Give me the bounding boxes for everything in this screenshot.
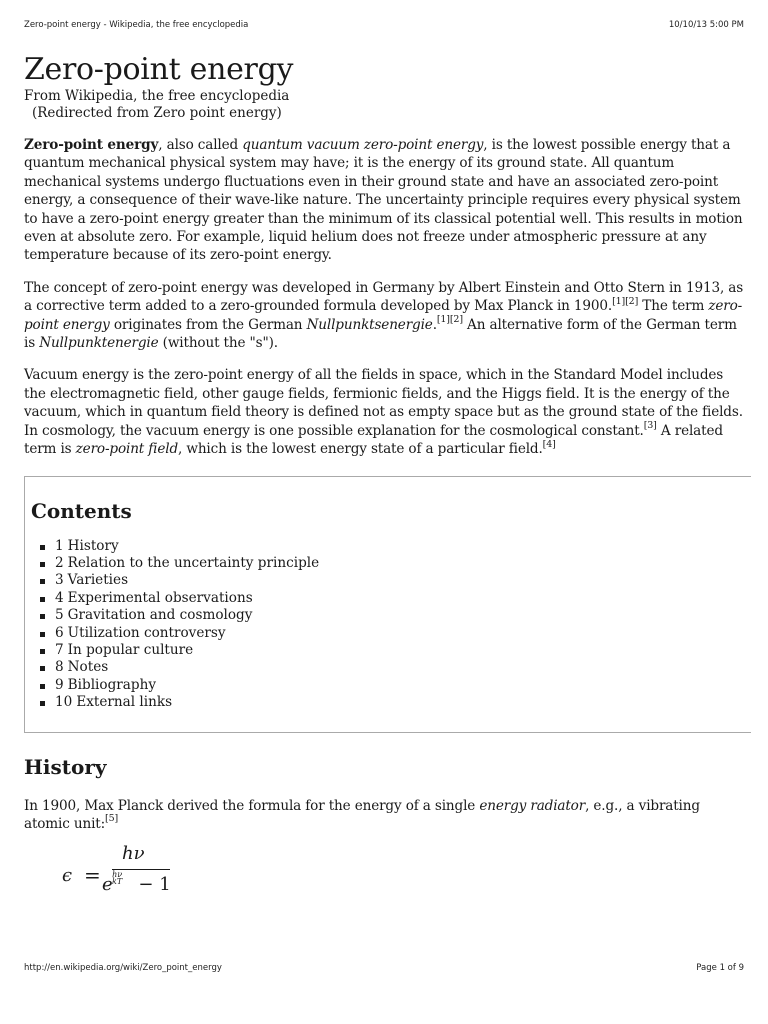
toc-list — [31, 538, 745, 712]
table-of-contents — [24, 476, 751, 733]
print-header-title: Zero-point energy - Wikipedia, the free encyclopedia — [24, 20, 249, 30]
formula-lhs: ϵ — [62, 865, 73, 887]
intro-paragraph-1: Zero-point energy, also called quantum vacuum zero-point energy, is the lowest possible energy that a quantum mechanical physical system may have; it is the energy of its ground state. All quantum mechanical systems undergo fluctuations even in their ground state and have an associated zero-point energy, a consequence of their wave-like nature. The uncertainty principle requires every physical system to have a zero-point energy greater than the minimum of its classical potential well. This results in motion even at absolute zero. For example, liquid helium does not freeze under atmospheric pressure at any temperature because of its zero-point energy. — [24, 137, 743, 264]
toc-item-notes[interactable]: 8 Notes — [55, 659, 745, 676]
formula-denominator: e hν kT − 1 — [102, 870, 171, 896]
formula-equals: = — [84, 863, 101, 888]
page-url-link[interactable]: http://en.wikipedia.org/wiki/Zero_point_energy — [24, 963, 222, 973]
intro-paragraph-3: Vacuum energy is the zero-point energy of all the fields in space, which in the Standard Model includes the electromagnetic field, other gauge fields, fermionic fields, and the Higgs field. It is the energy of the vacuum, which in quantum field theory is defined not as empty space but as the ground state of the fields. In cosmology, the vacuum energy is one possible explanation for the cosmological constant.[3] A related term is zero-point field, which is the lowest energy state of a particular field.[4] — [24, 367, 743, 458]
reference-link[interactable]: [4] — [542, 438, 556, 450]
site-subtitle: From Wikipedia, the free encyclopedia — [24, 88, 290, 104]
print-footer — [24, 963, 744, 973]
reference-link[interactable]: [1][2] — [612, 295, 639, 307]
history-paragraph: In 1900, Max Planck derived the formula for the energy of a single energy radiator, e.g., a vibrating atomic unit:[5] — [24, 797, 700, 832]
intro-paragraph-2: The concept of zero-point energy was developed in Germany by Albert Einstein and Otto Stern in 1913, as a corrective term added to a zero-grounded formula developed by Max Planck in 1900.[1][2] The term zero-point energy originates from the German Nullpunktsenergie.[1][2] An alternative form of the German term is Nullpunktenergie (without the "s"). — [24, 279, 744, 352]
planck-formula — [24, 843, 744, 903]
toc-item-utilization[interactable]: 6 Utilization controversy — [55, 625, 745, 642]
formula-numerator: hν — [122, 843, 145, 865]
toc-item-external-links[interactable]: 10 External links — [55, 694, 745, 711]
reference-link[interactable]: [5] — [105, 813, 119, 825]
toc-item-varieties[interactable]: 3 Varieties — [55, 572, 745, 589]
toc-item-experimental[interactable]: 4 Experimental observations — [55, 590, 745, 607]
article-content — [24, 52, 744, 903]
toc-item-history[interactable]: 1 History — [55, 538, 745, 555]
print-header-datetime: 10/10/13 5:00 PM — [668, 20, 744, 30]
toc-item-popular-culture[interactable]: 7 In popular culture — [55, 642, 745, 659]
term-bold: Zero-point energy — [24, 137, 159, 153]
formula-exponent: hν kT — [112, 870, 123, 887]
print-header — [24, 20, 744, 30]
reference-link[interactable]: [1][2] — [436, 314, 463, 326]
toc-item-gravitation[interactable]: 5 Gravitation and cosmology — [55, 607, 745, 624]
toc-item-uncertainty[interactable]: 2 Relation to the uncertainty principle — [55, 555, 745, 572]
page-title: Zero-point energy — [24, 52, 294, 87]
toc-title: Contents — [31, 498, 132, 523]
section-heading-history: History — [24, 754, 107, 779]
page-number: Page 1 of 9 — [696, 963, 744, 973]
reference-link[interactable]: [3] — [643, 420, 657, 432]
toc-item-bibliography[interactable]: 9 Bibliography — [55, 677, 745, 694]
redirect-notice: (Redirected from Zero point energy) — [32, 105, 282, 121]
